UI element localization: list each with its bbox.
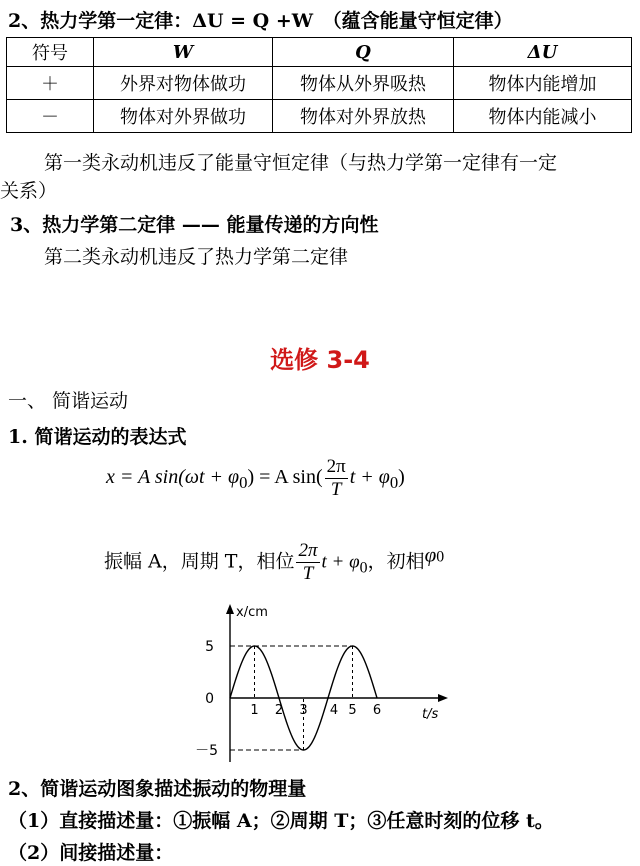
table-cell: 物体内能减小 bbox=[454, 100, 632, 133]
phase-subscript: 0 bbox=[359, 559, 368, 577]
formula-lhs: x = A sin(ωt + φ bbox=[106, 466, 240, 489]
table-header-cell: W bbox=[94, 38, 273, 67]
init-phase-subscript: 0 bbox=[436, 548, 445, 566]
params-text: 振幅 A，周期 T，相位 bbox=[104, 550, 295, 573]
part-title-shm: 一、 简谐运动 bbox=[8, 390, 129, 412]
x-tick-label: 1 bbox=[250, 703, 259, 718]
table-header-cell: 符号 bbox=[7, 38, 94, 67]
x-tick-label: 5 bbox=[348, 703, 357, 718]
formula-subscript: 0 bbox=[239, 473, 248, 493]
table-cell: ＋ bbox=[7, 67, 94, 100]
y-tick-label: 5 bbox=[205, 639, 214, 655]
paragraph-perpetual-motion-2: 第二类永动机违反了热力学第二定律 bbox=[44, 246, 349, 268]
sub-item-direct: （1）直接描述量：①振幅 A；②周期 T；③任意时刻的位移 t。 bbox=[8, 810, 554, 832]
table-header-cell: Q bbox=[273, 38, 454, 67]
formula-mid: ) = A sin( bbox=[247, 466, 323, 489]
table-cell: 物体从外界吸热 bbox=[273, 67, 454, 100]
paragraph-perpetual-motion-1-cont: 关系） bbox=[0, 180, 58, 202]
section-title-second-law: 3、热力学第二定律 —— 能量传递的方向性 bbox=[10, 214, 379, 236]
table-cell: 物体对外界做功 bbox=[94, 100, 273, 133]
paragraph-perpetual-motion-1: 第一类永动机违反了能量守恒定律（与热力学第一定律有一定 bbox=[44, 152, 558, 174]
shm-parameters bbox=[104, 540, 444, 585]
fraction-numerator: 2π bbox=[298, 540, 318, 561]
table-row bbox=[7, 67, 632, 100]
table-cell: 物体对外界放热 bbox=[273, 100, 454, 133]
params-init-label: ，初相 bbox=[367, 550, 425, 573]
x-tick-label: 3 bbox=[299, 703, 308, 718]
shm-graph bbox=[190, 600, 460, 770]
y-axis-arrow bbox=[226, 604, 234, 614]
item-title-quantities: 2、简谐运动图象描述振动的物理量 bbox=[8, 778, 307, 800]
init-phase-symbol: φ bbox=[424, 542, 437, 567]
shm-formula bbox=[106, 456, 405, 501]
formula-end: ) bbox=[398, 466, 405, 489]
formula-tail: t + φ bbox=[349, 466, 390, 489]
fraction-numerator: 2π bbox=[326, 456, 346, 477]
y-axis-label: x/cm bbox=[236, 605, 268, 620]
x-axis-label: t/s bbox=[422, 707, 439, 722]
fraction-denominator: T bbox=[330, 479, 342, 500]
formula-fraction bbox=[325, 456, 348, 501]
table-cell: 物体内能增加 bbox=[454, 67, 632, 100]
section-title-first-law: 2、热力学第一定律：ΔU = Q +W （蕴含能量守恒定律） bbox=[8, 10, 513, 32]
table-cell: 外界对物体做功 bbox=[94, 67, 273, 100]
x-tick-label: 6 bbox=[372, 703, 382, 718]
table-row bbox=[7, 100, 632, 133]
sub-item-indirect: （2）间接描述量： bbox=[8, 842, 174, 864]
table-header-row bbox=[7, 38, 632, 67]
y-tick-label: －5 bbox=[195, 743, 218, 759]
table-cell: － bbox=[7, 100, 94, 133]
formula-subscript: 0 bbox=[389, 473, 399, 493]
x-tick-label: 4 bbox=[329, 703, 339, 718]
params-fraction bbox=[296, 540, 319, 585]
table-header-cell: ΔU bbox=[454, 38, 632, 67]
elective-title: 选修 3-4 bbox=[270, 346, 370, 374]
fraction-denominator: T bbox=[302, 563, 314, 584]
x-axis-arrow bbox=[438, 694, 448, 702]
x-tick-label: 2 bbox=[274, 703, 284, 718]
first-law-sign-table bbox=[6, 37, 632, 133]
item-title-expression: 1. 简谐运动的表达式 bbox=[8, 426, 187, 448]
y-tick-label: 0 bbox=[205, 691, 214, 707]
phase-tail: t + φ bbox=[321, 551, 360, 573]
